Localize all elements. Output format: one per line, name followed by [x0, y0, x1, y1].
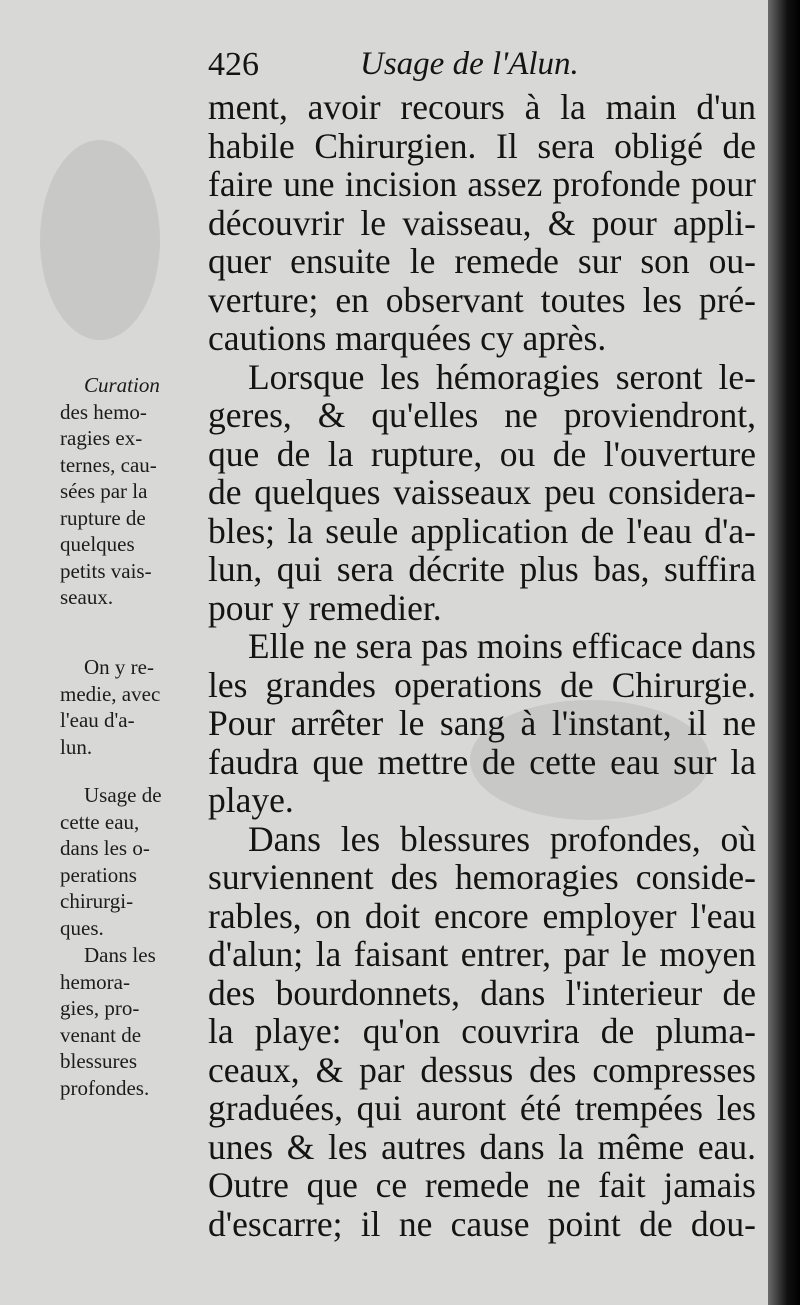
margin-note-line: medie, avec	[60, 681, 161, 706]
margin-note-line: ternes, cau-	[60, 452, 157, 477]
margin-note-line: Curation	[84, 373, 160, 397]
text-line: faire une incision assez profonde pour	[208, 164, 756, 204]
text-line: que de la rupture, ou de l'ouverture	[208, 433, 756, 474]
margin-note-line: perations	[60, 862, 137, 887]
text-line: ceaux, & par dessus des compresses	[208, 1049, 756, 1090]
text-line: surviennent des hemoragies conside-	[208, 857, 756, 897]
text-line: unes & les autres dans la même eau.	[208, 1126, 756, 1167]
margin-note-line: sées par la	[60, 479, 148, 503]
text-line: cautions marquées cy après.	[208, 318, 607, 358]
margin-note-line: venant de	[60, 1022, 142, 1047]
margin-note-line: ques.	[60, 915, 104, 940]
text-line: lun, qui sera décrite plus bas, suffira	[208, 549, 756, 589]
margin-note-line: chirurgi-	[60, 889, 134, 913]
margin-note-line: cette eau,	[60, 809, 140, 834]
margin-note-line: gies, pro-	[60, 996, 140, 1020]
margin-note-line: rupture de	[60, 505, 146, 530]
text-line: pour y remedier.	[208, 587, 442, 628]
text-line: de quelques vaisseaux peu considera-	[208, 472, 756, 512]
running-title: Usage de l'Alun.	[360, 46, 579, 82]
margin-note-line: On y re-	[84, 655, 154, 679]
text-line: d'escarre; il ne cause point de dou-	[208, 1203, 756, 1244]
margin-note	[60, 372, 160, 611]
text-line: Outre que ce remede ne fait jamais	[208, 1165, 756, 1205]
text-line: découvrir le vaisseau, & pour appli-	[208, 202, 756, 243]
main-text	[208, 88, 756, 1243]
margin-note-line: quelques	[60, 532, 135, 556]
margin-note-line: Dans les	[84, 943, 156, 967]
margin-note-line: dans les o-	[60, 836, 150, 860]
margin-note-line: profondes.	[60, 1075, 150, 1100]
text-line: d'alun; la faisant entrer, par le moyen	[208, 934, 756, 974]
page-number: 426	[208, 46, 259, 83]
text-line: Dans les blessures profondes, où	[248, 818, 756, 859]
margin-note	[60, 654, 160, 760]
text-line: Pour arrêter le sang à l'instant, il ne	[208, 703, 756, 743]
text-line: quer ensuite le remede sur son ou-	[208, 241, 756, 281]
margin-note-line: blessures	[60, 1049, 137, 1073]
text-line: la playe: qu'on couvrira de pluma-	[208, 1011, 756, 1051]
paper-stain	[40, 140, 160, 340]
text-line: faudra que mettre de cette eau sur la	[208, 741, 756, 782]
book-binding-edge	[768, 0, 800, 1305]
text-line: bles; la seule application de l'eau d'a-	[208, 510, 756, 551]
margin-note-line: hemora-	[60, 969, 130, 994]
margin-note-line: l'eau d'a-	[60, 708, 135, 732]
text-line: ment, avoir recours à la main d'un	[208, 87, 756, 127]
text-line: Elle ne sera pas moins efficace dans	[248, 626, 756, 666]
text-line: des bourdonnets, dans l'interieur de	[208, 972, 756, 1013]
text-line: verture; en observant toutes les pré-	[208, 279, 756, 320]
text-line: les grandes operations de Chirurgie.	[208, 664, 756, 705]
text-line: playe.	[208, 780, 294, 820]
margin-note-line: petits vais-	[60, 558, 152, 583]
text-line: Lorsque les hémoragies seront le-	[248, 356, 756, 397]
margin-note-line: ragies ex-	[60, 426, 143, 450]
margin-note	[60, 782, 162, 941]
margin-note-line: lun.	[60, 734, 93, 759]
margin-note-line: des hemo-	[60, 399, 147, 424]
text-line: geres, & qu'elles ne proviendront,	[208, 395, 756, 435]
text-line: habile Chirurgien. Il sera obligé de	[208, 125, 756, 166]
text-line: rables, on doit encore employer l'eau	[208, 895, 756, 936]
margin-note-line: Usage de	[84, 783, 162, 807]
margin-note-line: seaux.	[60, 585, 114, 609]
text-line: graduées, qui auront été trempées les	[208, 1088, 756, 1128]
margin-note	[60, 942, 156, 1101]
